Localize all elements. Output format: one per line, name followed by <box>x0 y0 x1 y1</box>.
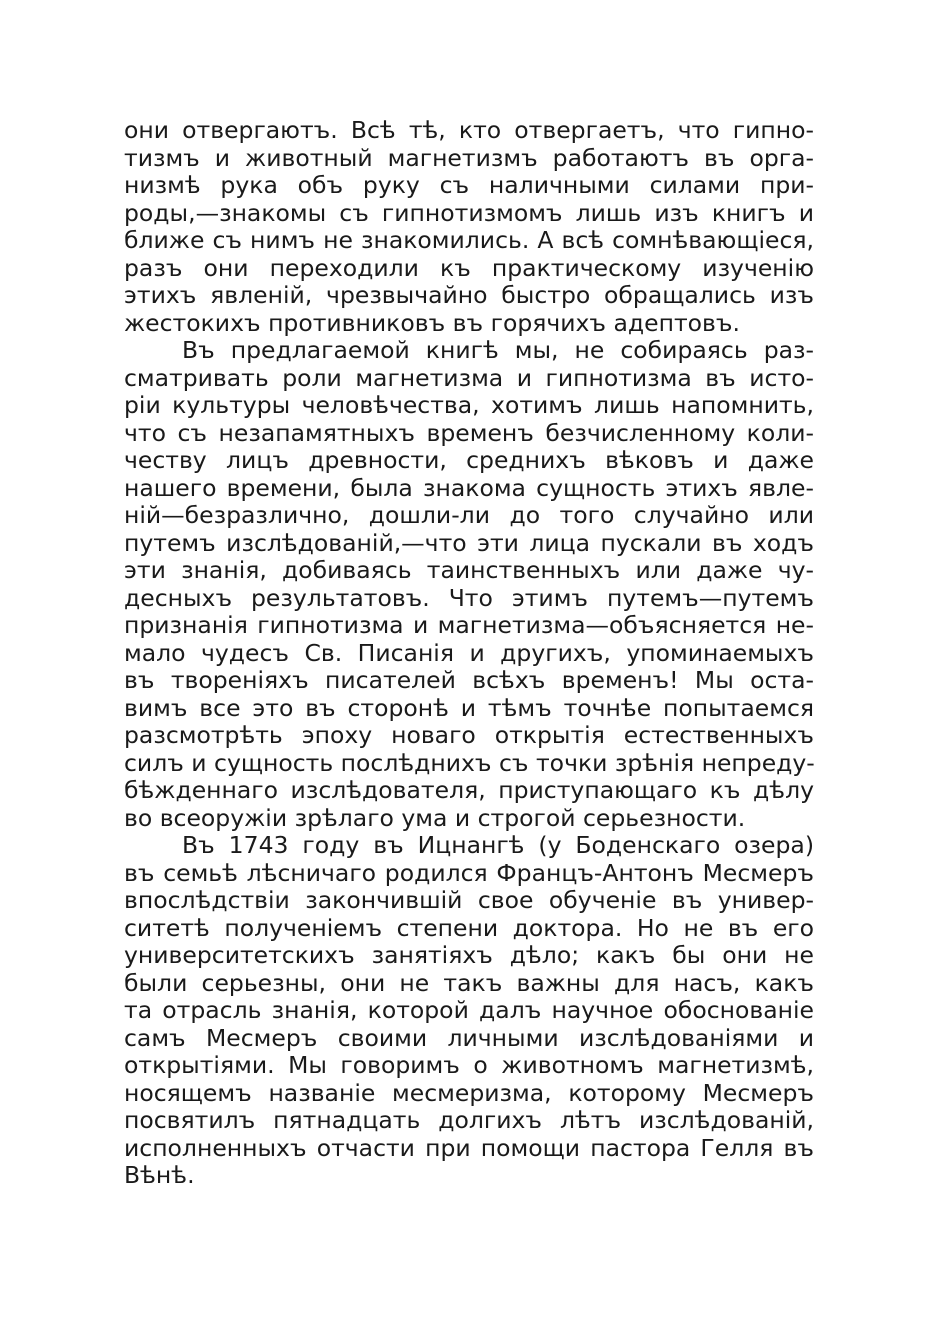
text-line: ріи культуры человѣчества, хотимъ лишь напомнить, <box>124 391 814 419</box>
text-line: въ семьѣ лѣсничаго родился Францъ-Антонъ Месмеръ <box>124 858 814 887</box>
paragraph-1 <box>124 117 814 337</box>
text-line: этихъ явленій, чрезвычайно быстро обращались изъ <box>124 281 814 309</box>
text-line: ситетѣ полученіемъ степени доктора. Но не въ его <box>124 913 814 942</box>
page-text <box>124 117 814 1190</box>
text-line: мало чудесъ Св. Писанія и другихъ, упоминаемыхъ <box>124 638 814 667</box>
text-line: самъ Месмеръ своими личными изслѣдованіями и <box>124 1023 814 1052</box>
text-line: Въ 1743 году въ Ицнангѣ (у Боденскаго озера) <box>182 831 814 859</box>
text-line: вимъ все это въ сторонѣ и тѣмъ точнѣе попытаемся <box>124 693 814 722</box>
text-line: сматривать роли магнетизма и гипнотизма въ исто- <box>124 363 814 392</box>
text-line: они отвергаютъ. Всѣ тѣ, кто отвергаетъ, что гипно- <box>124 116 814 144</box>
paragraph-2 <box>124 337 814 832</box>
text-line: что съ незапамятныхъ временъ безчисленному коли- <box>124 418 814 447</box>
text-line: разсмотрѣть эпоху новаго открытія естественныхъ <box>124 721 814 749</box>
text-line: въ твореніяхъ писателей всѣхъ временъ! Мы оста- <box>124 666 814 694</box>
text-line: тизмъ и животный магнетизмъ работаютъ въ орга- <box>124 143 814 172</box>
text-line: роды,—знакомы съ гипнотизмомъ лишь изъ книгъ и <box>124 198 814 227</box>
paragraph-3 <box>124 832 814 1190</box>
text-line: впослѣдствіи закончившій свое обученіе въ универ- <box>124 886 814 914</box>
text-line: путемъ изслѣдованій,—что эти лица пускали въ ходъ <box>124 528 814 557</box>
text-line: Въ предлагаемой книгѣ мы, не собираясь раз- <box>182 336 814 364</box>
text-line: были серьезны, они не такъ важны для насъ, какъ <box>124 968 814 997</box>
text-line: открытіями. Мы говоримъ о животномъ магнетизмѣ, <box>124 1051 814 1079</box>
text-line: нашего времени, была знакома сущность этихъ явле- <box>124 473 814 502</box>
text-line: десныхъ результатовъ. Что этимъ путемъ—путемъ <box>124 583 814 612</box>
text-line: разъ они переходили къ практическому изученію <box>124 253 814 282</box>
text-line: низмѣ рука объ руку съ наличными силами при- <box>124 171 814 199</box>
text-line: жестокихъ противниковъ въ горячихъ адептовъ. <box>124 308 740 337</box>
text-line: эти знанія, добиваясь таинственныхъ или даже чу- <box>124 556 814 584</box>
text-line: исполненныхъ отчасти при помощи пастора Гелля въ <box>124 1133 814 1162</box>
text-line: ній—безразлично, дошли-ли до того случайно или <box>124 501 814 529</box>
text-line: честву лицъ древности, среднихъ вѣковъ и даже <box>124 446 814 474</box>
text-line: силъ и сущность послѣднихъ съ точки зрѣнія непреду- <box>124 748 815 777</box>
text-line: Вѣнѣ. <box>124 1161 195 1189</box>
text-line: ближе съ нимъ не знакомились. А всѣ сомнѣвающіеся, <box>124 226 814 254</box>
text-line: носящемъ названіе месмеризма, которому Месмеръ <box>124 1078 814 1107</box>
text-line: посвятилъ пятнадцать долгихъ лѣтъ изслѣдованій, <box>124 1106 814 1134</box>
text-line: бѣжденнаго изслѣдователя, приступающаго къ дѣлу <box>124 776 814 804</box>
text-line: во всеоружіи зрѣлаго ума и строгой серьезности. <box>124 803 746 832</box>
text-line: та отрасль знанія, которой далъ научное обоснованіе <box>124 996 814 1024</box>
text-line: признанія гипнотизма и магнетизма—объясняется не- <box>124 611 814 639</box>
text-line: университетскихъ занятіяхъ дѣло; какъ бы они не <box>124 941 814 969</box>
